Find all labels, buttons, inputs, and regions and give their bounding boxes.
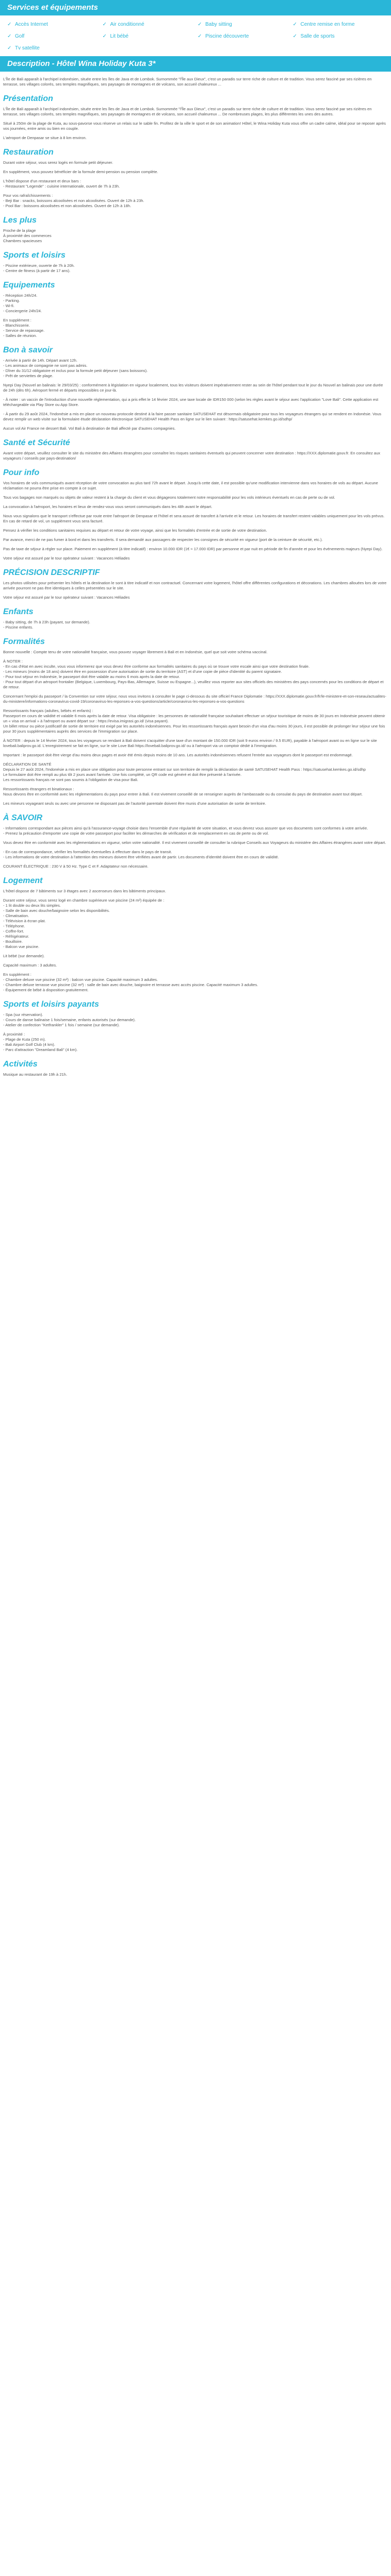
section-title: À SAVOIR	[3, 814, 43, 822]
section-title: Bon à savoir	[3, 346, 53, 354]
paragraph: L'aéroport de Denpasar se situe à 8 km environ.	[3, 135, 87, 140]
paragraph: Concernant l'emploi du passeport / la Convention sur votre séjour, nous vous invitons à consulter le page ci-dessous du site officiel France Diplomatie : https://XXX.diplomatie.gouv.fr/fr/le-ministere-et-son-reseau/actualites-du-ministere/informations-coronavirus-covid-19/coronavirus-les-reponses-a-vos-questions/article/coronavirus-les-reponses-a-vos-questions	[3, 694, 386, 704]
description-header: Description - Hôtel Wina Holiday Kuta 3*	[0, 56, 391, 72]
paragraph: Tous vos bagages non marqués ou objets de valeur restent à la charge du client et vous dégageons totalement notre responsabilité pour les vols intérieurs éventuels en cas de perte ou de vol.	[3, 495, 335, 500]
check-icon: ✓	[7, 33, 12, 39]
description-content	[0, 72, 391, 1077]
paragraph: En supplément : - Chambre deluxe vue piscine (32 m²) : balcon vue piscine. Capacité maximum 3 adultes. - Chambre deluxe terrasse vue piscine (32 m²) : salle de bain avec douche, baignoire et terrasse avec accès piscine. Capacité maximum 3 adultes. - Équipement de bébé à disposition gratuitement.	[3, 972, 258, 992]
paragraph: L'Île de Bali apparaît à l'archipel indonésien, située entre les îles de Java et de Lombok. Surnommée "l'Île aux Dieux", c'est un paradis sur terre riche de culture et de tradition. Vous serez fasciné par ses rizières en terrasse, ses villages colorés, ses temples magnifiques, ses paysages de montagnes et de volcans, son accueil chaleureux ...	[3, 77, 372, 87]
paragraph: Pensez à vérifier les conditions sanitaires requises au départ et retour de votre voyage, ainsi que les formalités d'entrée et de sortie de votre destination.	[3, 528, 267, 533]
section-title: Restauration	[3, 148, 54, 157]
paragraph: Ressortissants français (adultes, bébés et enfants) : Passeport en cours de validité et valable 6 mois après la date de retour. Visa obligatoire : les personnes de nationalité française souhaitant effectuer un séjour touristique de moins de 30 jours en Indonésie peuvent obtenir un « visa on arrival » à l'aéroport ou avant départ sur : https://evisa.imigrasi.go.id/ (visa payant). Un billet retour ou pièce justificatif de sortie de territoire est exigé par les autorités indonésiennes. Pour les ressortissants français ayant besoin d'un visa d'au moins 30 jours, il est possible de prolonger leur séjour une fois pour 30 jours supplémentaires auprès des services de l'immigration sur place.	[3, 708, 385, 734]
service-item	[198, 33, 289, 39]
section-title: Les plus	[3, 216, 37, 225]
service-label: Centre remise en forme	[300, 22, 355, 27]
service-label: Baby sitting	[205, 22, 232, 27]
paragraph: En supplément, vous pouvez bénéficier de la formule demi-pension ou pension complète.	[3, 170, 158, 174]
paragraph: Capacité maximum : 3 adultes.	[3, 963, 57, 968]
services-grid	[7, 22, 384, 51]
paragraph: À NOTER : - En cas d'état en avec inculte, vous vous informerez que vous devez être conforme aux formalités sanitaires du pays où se trouve votre escale ainsi que votre destination finale. - Les mineurs (moins de 18 ans) doivent être en possession d'une autorisation de sortie du territoire (AST) et d'une copie de pièce d'identité du parent signataire. - Pour tout séjour en Indonésie, le passeport doit être valable au moins 6 mois après la date de retour. - Pour tout départ d'un aéroport frontalier (Belgique, Luxembourg, Pays-Bas, Allemagne, Suisse ou Espagne...), veuillez vous reporter aux sites officiels des ministères des pays concernés pour les conditions de départ et de retour.	[3, 659, 384, 689]
service-item	[198, 22, 289, 27]
check-icon: ✓	[198, 33, 202, 39]
paragraph: Votre séjour est assuré par le tour opérateur suivant : Vacances Héliades	[3, 556, 130, 561]
paragraph: À proximité : - Plage de Kuta (250 m). - Bali Airport Golf Club (4 km). - Parc d'attraction "Dreamland Bali" (4 km).	[3, 1032, 78, 1052]
section-title: Présentation	[3, 94, 53, 103]
section-title: Logement	[3, 876, 43, 885]
paragraph: - Spa (sur réservation). - Cours de danse balinaise 1 fois/semaine, enfants autorisés (sur demande). - Atelier de confection "Ketfrankler" 1 fois / semaine (sur demande).	[3, 1012, 136, 1027]
paragraph: Situé à 250m de la plage de Kuta, au sous-pavorse vous réserve un relais sur le sable fin. Profitez de la ville le sport et de son animation! Hôtel, le Wina Holiday Kuta vous offre un cadre calme, idéal pour se reposer après vos journées, entre amis ou bien en couple.	[3, 121, 386, 131]
paragraph: Durant votre séjour, vous serez logé en chambre supérieure vue piscine (24 m²) équipée de : - 1 lit double ou deux lits simples. - Salle de bain avec douche/baignoire selon les disponibilités. - Climatisation. - Télévision à écran plat. - Téléphone. - Coffre-fort. - Réfrigérateur. - Bouilloire. - Balcon vue piscine.	[3, 898, 165, 949]
paragraph: Lit bébé (sur demande).	[3, 954, 45, 958]
paragraph: - Arrivée à partir de 14h. Départ avant 12h. - Les animaux de compagnie ne sont pas admis. - Dîner du 31/12 obligatoire et inclus pour la formule petit déjeuner (sans boissons). - Prêt de serviettes de plage.	[3, 358, 148, 378]
check-icon: ✓	[7, 22, 12, 27]
paragraph: Les photos utilisées pour présenter les hôtels et la destination le sont à titre indicatif et non contractuel. Concernant votre logement, l'hôtel offre différentes configurations et décorations. Les chambres allouées lors de votre arrivée pourront ne pas être identiques à celles présentées sur le site.	[3, 581, 387, 590]
paragraph: Ressortissants étrangers et binationaux : Nous devons être en conformité avec les réglementations du pays pour entrer à Bali. Il est vivement conseillé de se renseigner auprès de l'ambassade ou du consulat du pays de destination avant tout départ.	[3, 787, 363, 796]
service-label: Air conditionné	[110, 22, 144, 27]
services-header: Services et équipements	[0, 0, 391, 15]
paragraph: Proche de la plage À proximité des commerces Chambres spacieuses	[3, 228, 52, 243]
service-label: Tv satellite	[15, 45, 40, 51]
section-title: Sports et loisirs	[3, 251, 66, 260]
paragraph: La convocation à l'aéroport, les horaires et lieux de rendez-vous vous seront communiqués dans les 48h avant le départ.	[3, 504, 213, 509]
section-title: PRÉCISION DESCRIPTIF	[3, 568, 100, 577]
paragraph: Bonne nouvelle : Compte tenu de votre nationalité française, vous pouvez voyager librement à Bali et en Indonésie, quel que soit votre schéma vaccinal.	[3, 650, 268, 654]
service-item	[7, 33, 99, 39]
paragraph: Pour vos rafraîchissements : - Beji Bar : snacks, boissons alcoolisées et non alcoolisées. Ouvert de 12h à 23h. - Pool Bar : boissons alcoolisées et non alcoolisées. Ouvert de 12h à 18h.	[3, 193, 144, 208]
service-item	[7, 22, 99, 27]
paragraph: Par avance, merci de ne pas fumer à bord et dans les transferts. Il sera demandé aux passagers de respecter les consignes de sécurité en vigueur (port de la ceinture de sécurité, etc.).	[3, 537, 323, 542]
section-title: Equipements	[3, 281, 55, 290]
service-label: Golf	[15, 33, 25, 39]
section-title: Santé et Sécurité	[3, 438, 70, 447]
check-icon: ✓	[292, 22, 297, 27]
section-title: Sports et loisirs payants	[3, 1000, 99, 1009]
paragraph: Nous vous signalons que le transport s'effectue par route entre l'aéroport de Denpasar et l'hôtel et sera assuré de transfert à l'arrivée et le retour. Les horaires de transfert restent valables uniquement pour les vols prévus. En cas de retard de vol, un supplément vous sera facturé.	[3, 514, 385, 523]
check-icon: ✓	[7, 45, 12, 51]
paragraph: Vos horaires de vols communiqués avant réception de votre convocation au plus tard 72h avant le départ. Jusqu'à cette date, il est possible qu'une modification intervienne dans vos horaires de vols au départ. Aucune réclamation ne pourra être prise en compte à ce sujet.	[3, 481, 378, 490]
check-icon: ✓	[102, 22, 107, 27]
paragraph: À NOTER : depuis le 14 février 2024, tous les voyageurs se rendant à Bali doivent s'acquitter d'une taxe d'un montant de 150.000 IDR (soit 9 euros environ / 9.5 EUR), payable à l'aéroport avant ou en ligne sur le site lovebali.baliprov.go.id. L'enregistrement se fait en ligne, sur le site Love Bali https://lovebali.baliprov.go.id/ ou à l'aéroport via un comptoir dédié à l'immigration.	[3, 738, 377, 748]
service-item	[7, 45, 99, 51]
service-item	[293, 33, 384, 39]
paragraph: L'Île de Bali apparaît à l'archipel indonésien, située entre les îles de Java et de Lombok. Surnommée "l'Île aux Dieux", c'est un paradis sur terre riche de culture et de tradition. Vous serez fasciné par ses rizières en terrasse, ses villages colorés, ses temples magnifiques, ses paysages de montagnes et de volcans, son accueil chaleureux ... De nombreuses plages, les plus différentes les unes des autres.	[3, 107, 372, 116]
check-icon: ✓	[198, 22, 202, 27]
paragraph: Important : le passeport doit être vierge d'au moins deux pages et avoir été émis depuis moins de 10 ans. Les autorités indonésiennes refusent l'entrée aux voyageurs dont le passeport est endommagé.	[3, 753, 353, 757]
paragraph: - Piscine extérieure, ouverte de 7h à 20h. - Centre de fitness (à partir de 17 ans).	[3, 263, 75, 273]
paragraph: L'hôtel dispose d'un restaurant et deux bars : - Restaurant "Legende" : cuisine internationale, ouvert de 7h à 23h.	[3, 179, 120, 189]
paragraph: - En cas de correspondance, vérifier les formalités éventuelles à effectuer dans le pays de transit. - Les informations de votre destination à l'attention des mineurs doivent être vérifiées avant de partir. Les documents d'identité doivent être en cours de validité.	[3, 850, 279, 859]
intro	[3, 77, 388, 87]
paragraph: Les mineurs voyageant seuls ou avec une personne ne disposant pas de l'autorité parentale doivent être munis d'une autorisation de sortie de territoire.	[3, 801, 266, 806]
paragraph: L'hôtel dispose de 7 bâtiments sur 3 étages avec 2 ascenseurs dans les bâtiments principaux.	[3, 889, 166, 893]
services-section	[0, 15, 391, 56]
section-title: Enfants	[3, 607, 34, 616]
paragraph: Nyepi Day (Nouvel an balinais: le 29/03/25) : conformément à législation en vigueur localement, tous les visiteurs doivent impérativement rester au sein de l'hôtel pendant tout le jour du Nouvel an balinais pour une durée de 24h (dès 6h). Aéroport fermé et départs impossibles ce jour-là.	[3, 383, 383, 393]
paragraph: COURANT ÉLECTRIQUE : 230 V à 50 Hz. Type C et F. Adaptateur non nécessaire.	[3, 864, 149, 869]
service-label: Piscine découverte	[205, 33, 249, 39]
service-label: Salle de sports	[300, 33, 335, 39]
check-icon: ✓	[292, 33, 297, 39]
section-title: Pour info	[3, 468, 40, 477]
paragraph: - À noter : un vaccin de l'introduction d'une nouvelle réglementation, qui a pris effet le 14 février 2024, une taxe locale de IDR150 000 (selon les règles avant le séjour avec l'application "Love Bali". Cette application est téléchargeable via Play Store ou App Store.	[3, 397, 379, 407]
paragraph: Aucun vol Air France ne dessert Bali. Vol Bali à destination de Bali affecté par d'autres compagnies.	[3, 426, 176, 431]
service-item	[103, 22, 194, 27]
paragraph: Vous devez être en conformité avec les réglementations en vigueur, selon votre nationalité. Il est vivement conseillé de consulter la rubrique Conseils aux Voyageurs du ministère des Affaires étrangères avant votre départ.	[3, 840, 386, 845]
service-item	[103, 33, 194, 39]
paragraph: - Baby sitting, de 7h à 23h (payant, sur demande). - Piscine enfants.	[3, 620, 90, 630]
paragraph: DÉCLARATION DE SANTÉ Depuis le 27 août 2024, l'Indonésie a mis en place une obligation pour toute personne entrant sur son territoire de remplir la déclaration de santé SATUSEHAT Health Pass : https://satusehat.kemkes.go.id/sdhp Le formulaire doit être rempli au plus tôt 2 jours avant l'arrivée. Une fois complété, un QR code est généré et doit être présenté à l'arrivée. Les ressortissants français ne sont pas soumis à l'obligation de visa pour Bali.	[3, 762, 366, 782]
service-label: Lit bébé	[110, 33, 129, 39]
paragraph: - Réception 24h/24. - Parking. - Wi-fi. - Conciergerie 24h/24.	[3, 293, 42, 313]
paragraph: Pas de taxe de séjour à régler sur place. Paiement en supplément (à titre indicatif) : environ 10.000 IDR (1€ ≈ 17.000 IDR) par personne et par nuit en période de fin d'année et pour les événements majeurs (Nyepi Day).	[3, 547, 383, 551]
section-title: Activités	[3, 1060, 38, 1069]
paragraph: Avant votre départ, veuillez consulter le site du ministère des Affaires étrangères pour connaître les risques sanitaires éventuels qui peuvent concerner votre destination : https://XXX.diplomatie.gouv.fr. En consultez aux voyageurs / conseils par pays-destination/	[3, 451, 381, 461]
check-icon: ✓	[102, 33, 107, 39]
paragraph: - À partir du 29 août 2024, l'Indonésie a mis en place un nouveau protocole destiné à la faire passer sanitaire SATUSEHAT est désormais obligatoire pour tous les voyageurs étrangers qui se rendent en Indonésie. Vous devez remplir un web visite sur la formulaire étude déclaration électronique SATUSEHAT Health Pass en ligne sur le lien suivant : https://satusehat.kemkes.go.id/sdhp/	[3, 412, 381, 421]
section-title: Formalités	[3, 637, 45, 646]
paragraph: Musique au restaurant de 19h à 21h.	[3, 1072, 68, 1077]
paragraph: Votre séjour est assuré par le tour opérateur suivant : Vacances Héliades	[3, 595, 130, 600]
paragraph: Durant votre séjour, vous serez logés en formule petit déjeuner.	[3, 160, 113, 165]
paragraph: - Informations correspondant aux pièces ainsi qu'à l'assurance-voyage choisie dans l'ensemble d'une régularité de votre situation, et vous devrez vous assurer que vos documents sont conformes à votre arrivée. - Prenez la précaution d'emporter une copie de votre passeport pour faciliter les démarches de vérification et de remplacement en cas de perte ou de vol.	[3, 826, 368, 836]
paragraph: En supplément : - Blanchisserie. - Service de repassage. - Salles de réunion.	[3, 318, 45, 338]
service-label: Accès Internet	[15, 22, 48, 27]
service-item	[293, 22, 384, 27]
